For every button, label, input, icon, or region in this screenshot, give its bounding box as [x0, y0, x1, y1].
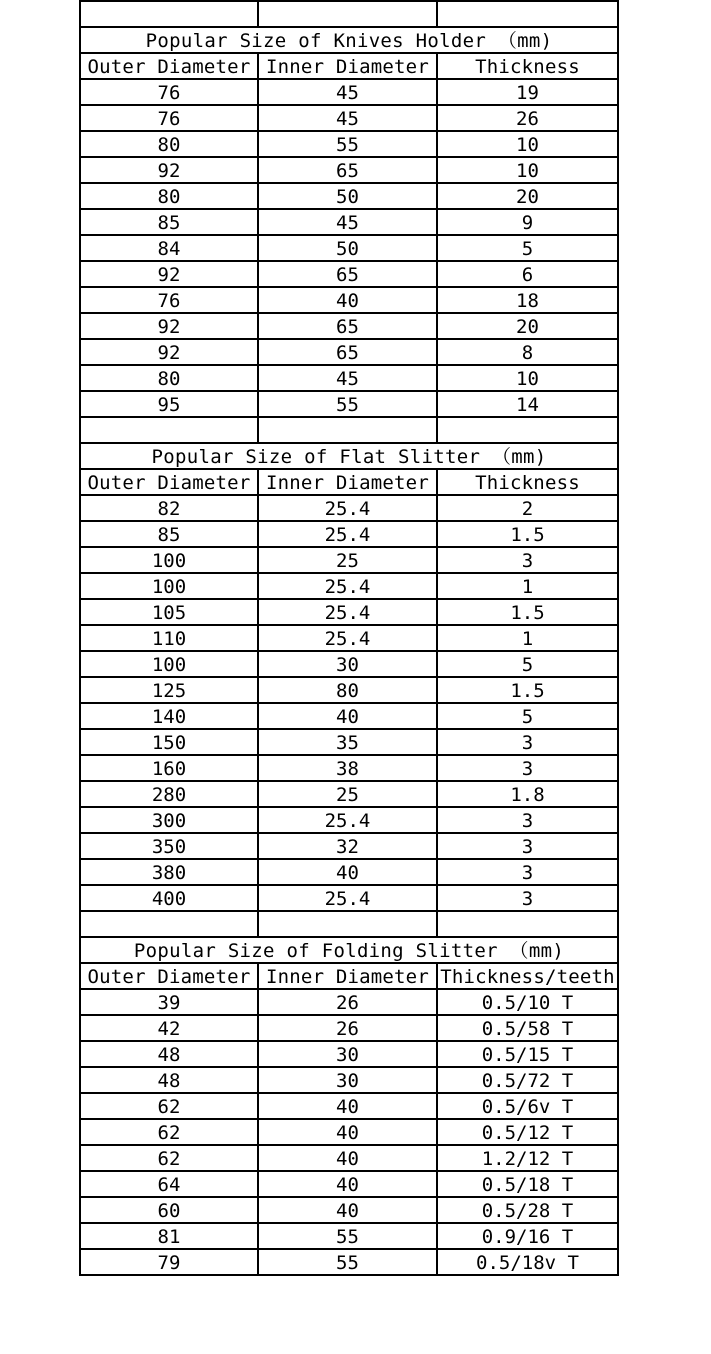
- empty-cell[interactable]: [258, 911, 437, 937]
- table-cell[interactable]: 25.4: [258, 885, 437, 911]
- grid-cell[interactable]: [80, 1, 258, 27]
- table-cell[interactable]: 40: [258, 1197, 437, 1223]
- blank-row: [80, 911, 618, 937]
- table-row: [80, 573, 618, 599]
- table-cell[interactable]: 400: [80, 885, 258, 911]
- table-cell[interactable]: 25.4: [258, 807, 437, 833]
- table-cell[interactable]: 105: [80, 599, 258, 625]
- size-table-body: [80, 1, 618, 1275]
- table-cell[interactable]: 40: [258, 859, 437, 885]
- section-title-row: [80, 443, 618, 469]
- table-cell[interactable]: 0.5/15 T: [437, 1041, 618, 1067]
- table-cell[interactable]: 1.8: [437, 781, 618, 807]
- column-header[interactable]: Outer Diameter: [80, 469, 258, 495]
- table-row: [80, 79, 618, 105]
- table-cell[interactable]: 60: [80, 1197, 258, 1223]
- table-row: [80, 105, 618, 131]
- table-cell[interactable]: 80: [80, 365, 258, 391]
- table-cell[interactable]: 10: [437, 131, 618, 157]
- table-row: [80, 885, 618, 911]
- table-cell[interactable]: 25.4: [258, 495, 437, 521]
- table-cell[interactable]: 65: [258, 157, 437, 183]
- table-cell[interactable]: 30: [258, 1041, 437, 1067]
- table-cell[interactable]: 1: [437, 573, 618, 599]
- table-cell[interactable]: 10: [437, 157, 618, 183]
- table-cell[interactable]: 3: [437, 755, 618, 781]
- table-cell[interactable]: 65: [258, 339, 437, 365]
- table-cell[interactable]: 5: [437, 651, 618, 677]
- column-header[interactable]: Inner Diameter: [258, 963, 437, 989]
- table-cell[interactable]: 45: [258, 209, 437, 235]
- table-row: [80, 339, 618, 365]
- table-cell[interactable]: 0.5/6v T: [437, 1093, 618, 1119]
- table-cell[interactable]: 0.5/58 T: [437, 1015, 618, 1041]
- table-cell[interactable]: 92: [80, 313, 258, 339]
- table-cell[interactable]: 92: [80, 261, 258, 287]
- table-row: [80, 729, 618, 755]
- table-cell[interactable]: 80: [80, 131, 258, 157]
- table-row: [80, 183, 618, 209]
- table-cell[interactable]: 79: [80, 1249, 258, 1275]
- table-cell[interactable]: 150: [80, 729, 258, 755]
- table-cell[interactable]: 3: [437, 885, 618, 911]
- table-row: [80, 859, 618, 885]
- header-row: [80, 963, 618, 989]
- table-cell[interactable]: 160: [80, 755, 258, 781]
- section-title-row: [80, 27, 618, 53]
- table-row: [80, 365, 618, 391]
- table-cell[interactable]: 55: [258, 1223, 437, 1249]
- size-table: [79, 0, 619, 1276]
- table-cell[interactable]: 50: [258, 235, 437, 261]
- table-cell[interactable]: 100: [80, 573, 258, 599]
- column-header[interactable]: Inner Diameter: [258, 53, 437, 79]
- section-title[interactable]: Popular Size of Folding Slitter （mm): [80, 937, 618, 963]
- table-cell[interactable]: 110: [80, 625, 258, 651]
- table-cell[interactable]: 9: [437, 209, 618, 235]
- table-cell[interactable]: 62: [80, 1145, 258, 1171]
- empty-cell[interactable]: [80, 911, 258, 937]
- table-cell[interactable]: 76: [80, 287, 258, 313]
- table-cell[interactable]: 350: [80, 833, 258, 859]
- header-row: [80, 53, 618, 79]
- table-cell[interactable]: 80: [80, 183, 258, 209]
- grid-cell[interactable]: [258, 1, 437, 27]
- table-row: [80, 1015, 618, 1041]
- table-row: [80, 807, 618, 833]
- table-cell[interactable]: 1.5: [437, 599, 618, 625]
- header-row: [80, 469, 618, 495]
- table-cell[interactable]: 32: [258, 833, 437, 859]
- table-row: [80, 391, 618, 417]
- table-row: [80, 599, 618, 625]
- table-cell[interactable]: 0.5/18 T: [437, 1171, 618, 1197]
- table-cell[interactable]: 6: [437, 261, 618, 287]
- table-cell[interactable]: 19: [437, 79, 618, 105]
- table-cell[interactable]: 1: [437, 625, 618, 651]
- table-cell[interactable]: 3: [437, 859, 618, 885]
- column-header[interactable]: Inner Diameter: [258, 469, 437, 495]
- empty-cell[interactable]: [437, 911, 618, 937]
- table-cell[interactable]: 25: [258, 547, 437, 573]
- table-cell[interactable]: 45: [258, 79, 437, 105]
- table-cell[interactable]: 0.5/72 T: [437, 1067, 618, 1093]
- table-cell[interactable]: 25.4: [258, 521, 437, 547]
- table-cell[interactable]: 48: [80, 1067, 258, 1093]
- table-cell[interactable]: 26: [258, 1015, 437, 1041]
- table-cell[interactable]: 0.5/12 T: [437, 1119, 618, 1145]
- table-row: [80, 209, 618, 235]
- table-cell[interactable]: 25.4: [258, 573, 437, 599]
- table-row: [80, 1093, 618, 1119]
- table-row: [80, 989, 618, 1015]
- column-header[interactable]: Outer Diameter: [80, 53, 258, 79]
- table-cell[interactable]: 82: [80, 495, 258, 521]
- table-cell[interactable]: 18: [437, 287, 618, 313]
- table-row: [80, 703, 618, 729]
- table-cell[interactable]: 26: [437, 105, 618, 131]
- table-row: [80, 547, 618, 573]
- table-cell[interactable]: 85: [80, 209, 258, 235]
- table-row: [80, 1171, 618, 1197]
- table-cell[interactable]: 45: [258, 365, 437, 391]
- section-title[interactable]: Popular Size of Flat Slitter （mm): [80, 443, 618, 469]
- empty-cell[interactable]: [80, 417, 258, 443]
- table-cell[interactable]: 40: [258, 287, 437, 313]
- table-row: [80, 781, 618, 807]
- section-title-row: [80, 937, 618, 963]
- table-cell[interactable]: 1.2/12 T: [437, 1145, 618, 1171]
- table-cell[interactable]: 38: [258, 755, 437, 781]
- table-cell[interactable]: 0.9/16 T: [437, 1223, 618, 1249]
- table-cell[interactable]: 55: [258, 131, 437, 157]
- table-row: [80, 1197, 618, 1223]
- table-cell[interactable]: 48: [80, 1041, 258, 1067]
- table-row: [80, 833, 618, 859]
- table-cell[interactable]: 55: [258, 1249, 437, 1275]
- table-cell[interactable]: 25: [258, 781, 437, 807]
- column-header[interactable]: Thickness: [437, 469, 618, 495]
- table-cell[interactable]: 65: [258, 313, 437, 339]
- table-cell[interactable]: 95: [80, 391, 258, 417]
- table-cell[interactable]: 42: [80, 1015, 258, 1041]
- table-cell[interactable]: 1.5: [437, 521, 618, 547]
- table-cell[interactable]: 8: [437, 339, 618, 365]
- table-cell[interactable]: 62: [80, 1119, 258, 1145]
- table-cell[interactable]: 81: [80, 1223, 258, 1249]
- table-cell[interactable]: 40: [258, 1171, 437, 1197]
- table-cell[interactable]: 0.5/10 T: [437, 989, 618, 1015]
- table-cell[interactable]: 25.4: [258, 625, 437, 651]
- table-cell[interactable]: 300: [80, 807, 258, 833]
- table-cell[interactable]: 40: [258, 1145, 437, 1171]
- table-row: [80, 1067, 618, 1093]
- table-cell[interactable]: 40: [258, 1093, 437, 1119]
- table-row: [80, 287, 618, 313]
- table-cell[interactable]: 26: [258, 989, 437, 1015]
- table-cell[interactable]: 280: [80, 781, 258, 807]
- table-cell[interactable]: 1.5: [437, 677, 618, 703]
- table-cell[interactable]: 20: [437, 313, 618, 339]
- table-cell[interactable]: 3: [437, 807, 618, 833]
- table-cell[interactable]: 0.5/28 T: [437, 1197, 618, 1223]
- spreadsheet: [79, 0, 617, 1276]
- table-cell[interactable]: 40: [258, 703, 437, 729]
- column-header[interactable]: Thickness/teeth: [437, 963, 618, 989]
- table-cell[interactable]: 55: [258, 391, 437, 417]
- table-cell[interactable]: 92: [80, 339, 258, 365]
- table-cell[interactable]: 65: [258, 261, 437, 287]
- table-cell[interactable]: 100: [80, 547, 258, 573]
- table-row: [80, 495, 618, 521]
- table-cell[interactable]: 30: [258, 1067, 437, 1093]
- table-cell[interactable]: 20: [437, 183, 618, 209]
- table-cell[interactable]: 3: [437, 833, 618, 859]
- section-title[interactable]: Popular Size of Knives Holder （mm): [80, 27, 618, 53]
- table-row: [80, 1119, 618, 1145]
- table-cell[interactable]: 84: [80, 235, 258, 261]
- table-cell[interactable]: 30: [258, 651, 437, 677]
- table-cell[interactable]: 76: [80, 79, 258, 105]
- table-row: [80, 521, 618, 547]
- table-cell[interactable]: 85: [80, 521, 258, 547]
- empty-cell[interactable]: [258, 417, 437, 443]
- table-cell[interactable]: 62: [80, 1093, 258, 1119]
- table-cell[interactable]: 380: [80, 859, 258, 885]
- table-row: [80, 313, 618, 339]
- table-cell[interactable]: 140: [80, 703, 258, 729]
- column-header[interactable]: Thickness: [437, 53, 618, 79]
- table-cell[interactable]: 80: [258, 677, 437, 703]
- table-cell[interactable]: 25.4: [258, 599, 437, 625]
- table-row: [80, 755, 618, 781]
- blank-row: [80, 417, 618, 443]
- table-cell[interactable]: 14: [437, 391, 618, 417]
- table-cell[interactable]: 5: [437, 235, 618, 261]
- table-cell[interactable]: 3: [437, 729, 618, 755]
- table-cell[interactable]: 40: [258, 1119, 437, 1145]
- table-row: [80, 625, 618, 651]
- table-row: [80, 1041, 618, 1067]
- grid-cell[interactable]: [437, 1, 618, 27]
- table-row: [80, 235, 618, 261]
- table-row: [80, 677, 618, 703]
- table-row: [80, 131, 618, 157]
- top-edge-row: [80, 1, 618, 27]
- table-cell[interactable]: 3: [437, 547, 618, 573]
- table-row: [80, 1145, 618, 1171]
- table-cell[interactable]: 45: [258, 105, 437, 131]
- table-cell[interactable]: 0.5/18v T: [437, 1249, 618, 1275]
- table-row: [80, 1223, 618, 1249]
- table-row: [80, 651, 618, 677]
- table-cell[interactable]: 64: [80, 1171, 258, 1197]
- table-row: [80, 157, 618, 183]
- table-cell[interactable]: 125: [80, 677, 258, 703]
- table-cell[interactable]: 92: [80, 157, 258, 183]
- column-header[interactable]: Outer Diameter: [80, 963, 258, 989]
- table-cell[interactable]: 35: [258, 729, 437, 755]
- empty-cell[interactable]: [437, 417, 618, 443]
- table-cell[interactable]: 50: [258, 183, 437, 209]
- table-cell[interactable]: 76: [80, 105, 258, 131]
- table-cell[interactable]: 10: [437, 365, 618, 391]
- table-cell[interactable]: 100: [80, 651, 258, 677]
- table-row: [80, 261, 618, 287]
- table-cell[interactable]: 2: [437, 495, 618, 521]
- table-cell[interactable]: 39: [80, 989, 258, 1015]
- table-row: [80, 1249, 618, 1275]
- table-cell[interactable]: 5: [437, 703, 618, 729]
